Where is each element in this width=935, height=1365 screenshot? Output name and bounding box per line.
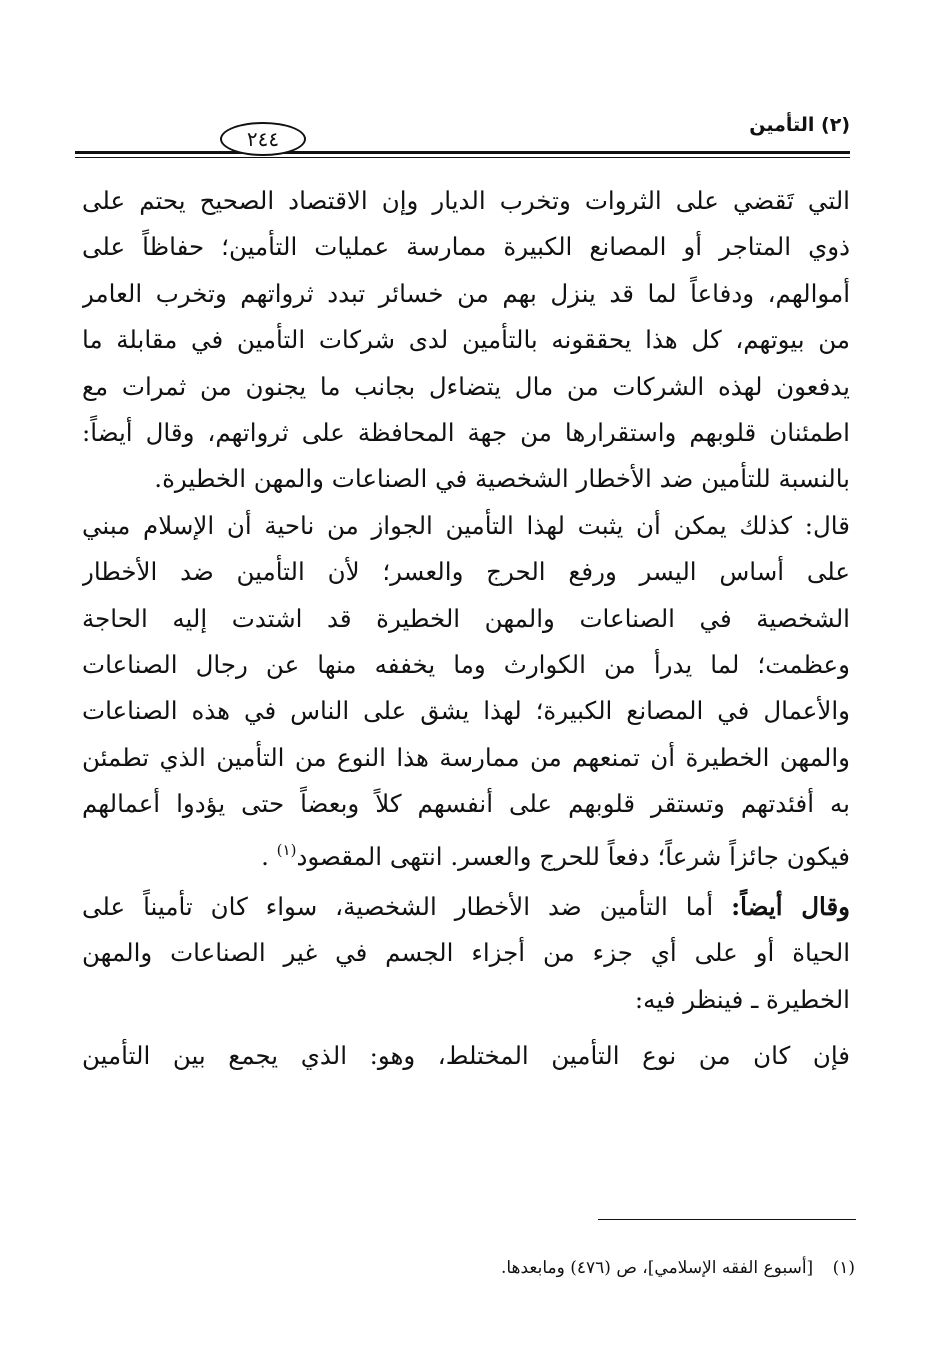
footnote-marker: (١) [276,841,297,860]
text-line: ذوي المتاجر أو المصانع الكبيرة ممارسة عمليات التأمين؛ حفاظاً على [82,232,850,262]
paragraph-gap [82,1023,850,1033]
header-rule-thin [75,157,850,158]
text-line [82,884,850,930]
text-line: فإن كان من نوع التأمين المختلط، وهو: الذي يجمع بين التأمين [82,1041,850,1071]
text-line: التي تَقضي على الثروات وتخرب الديار وإن الاقتصاد الصحيح يحتم على [82,186,850,215]
text-line: على أساس اليسر ورفع الحرج والعسر؛ لأن التأمين ضد الأخطار [82,557,850,587]
period: . [261,842,269,872]
text-line: اطمئنان قلوبهم واستقرارها من جهة المحافظة على ثرواتهم، وقال أيضاً: [82,417,850,447]
main-text [82,178,850,1079]
text-line: من بيوتهم، كل هذا يحققونه بالتأمين لدى شركات التأمين في مقابلة ما [82,325,850,355]
text-line: بالنسبة للتأمين ضد الأخطار الشخصية في الصناعات والمهن الخطيرة. [154,464,850,494]
footnote-rule [598,1219,856,1220]
text-line-with-footnote [82,827,850,873]
text-segment: أما التأمين ضد الأخطار الشخصية، سواء كان تأميناً على [82,891,714,921]
text-line: والأعمال في المصانع الكبيرة؛ لهذا يشق على الناس في هذه الصناعات [82,696,850,726]
footnote [501,1258,855,1278]
footnote-number: (١) [832,1258,855,1278]
footnote-text: [أسبوع الفقه الإسلامي]، ص (٤٧٦) ومابعدها. [500,1258,814,1278]
text-line: الحياة أو على أي جزء من أجزاء الجسم في غير الصناعات والمهن [82,938,850,968]
text-line: وعظمت؛ لما يدرأ من الكوارث وما يخففه منها عن رجال الصناعات [82,649,850,679]
text-line: به أفئدتهم وتستقر قلوبهم على أنفسهم كلاً وبعضاً حتى يؤدوا أعمالهم [82,789,850,819]
text-line: والمهن الخطيرة أن تمنعهم من ممارسة هذا النوع من التأمين الذي تطمئن [82,742,850,772]
header-rule [75,151,850,154]
bold-lead: وقال أيضاً: [731,891,850,921]
text-segment: فيكون جائزاً شرعاً؛ دفعاً للحرج والعسر. انتهى المقصود [296,842,850,872]
text-line: الخطيرة ـ فينظر فيه: [634,984,850,1014]
text-line: يدفعون لهذه الشركات من مال يتضاءل بجانب ما يجنون من ثمرات مع [82,371,850,401]
page-number: ٢٤٤ [220,122,306,156]
page-header [75,108,850,168]
text-line: الشخصية في الصناعات والمهن الخطيرة قد اشتدت إليه الحاجة [82,603,850,633]
paragraph-gap [82,874,850,884]
chapter-title: (٢) التأمين [749,114,850,136]
text-line: قال: كذلك يمكن أن يثبت لهذا التأمين الجواز من ناحية أن الإسلام مبني [82,510,850,540]
text-line: أموالهم، ودفاعاً لما قد ينزل بهم من خسائر تبدد ثرواتهم وتخرب العامر [82,278,850,308]
